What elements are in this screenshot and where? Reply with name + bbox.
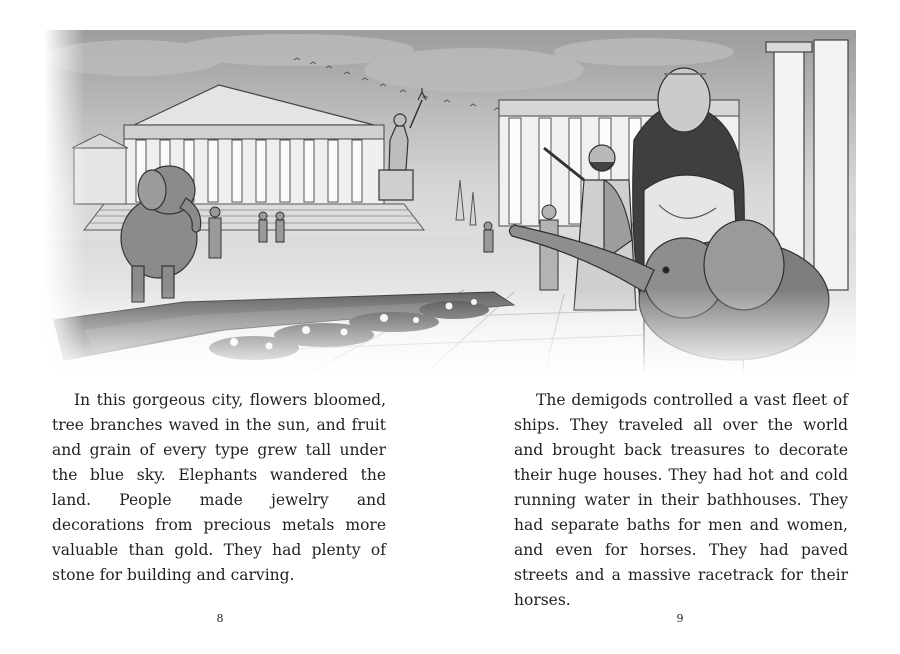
city-illustration bbox=[44, 30, 856, 375]
right-paragraph: The demigods controlled a vast fleet of ships. They traveled all over the world and brought back treasures to decorate their huge houses. They had hot and cold running water in their bathhouses. They had separate baths for men and women, and even for horses. They had paved streets and a massive racetrack for their horses. bbox=[514, 391, 848, 609]
right-page-text bbox=[514, 388, 848, 613]
ancient-city-scene-icon bbox=[44, 30, 856, 375]
left-page-text bbox=[52, 388, 386, 588]
left-page-number: 8 bbox=[216, 612, 224, 625]
right-page-number: 9 bbox=[676, 612, 684, 625]
left-paragraph: In this gorgeous city, flowers bloomed, tree branches waved in the sun, and fruit and grain of every type grew tall under the blue sky. Elephants wandered the land. People made jewelry and decorations from precious metals more valuable than gold. They had plenty of stone for building and carving. bbox=[52, 391, 386, 584]
